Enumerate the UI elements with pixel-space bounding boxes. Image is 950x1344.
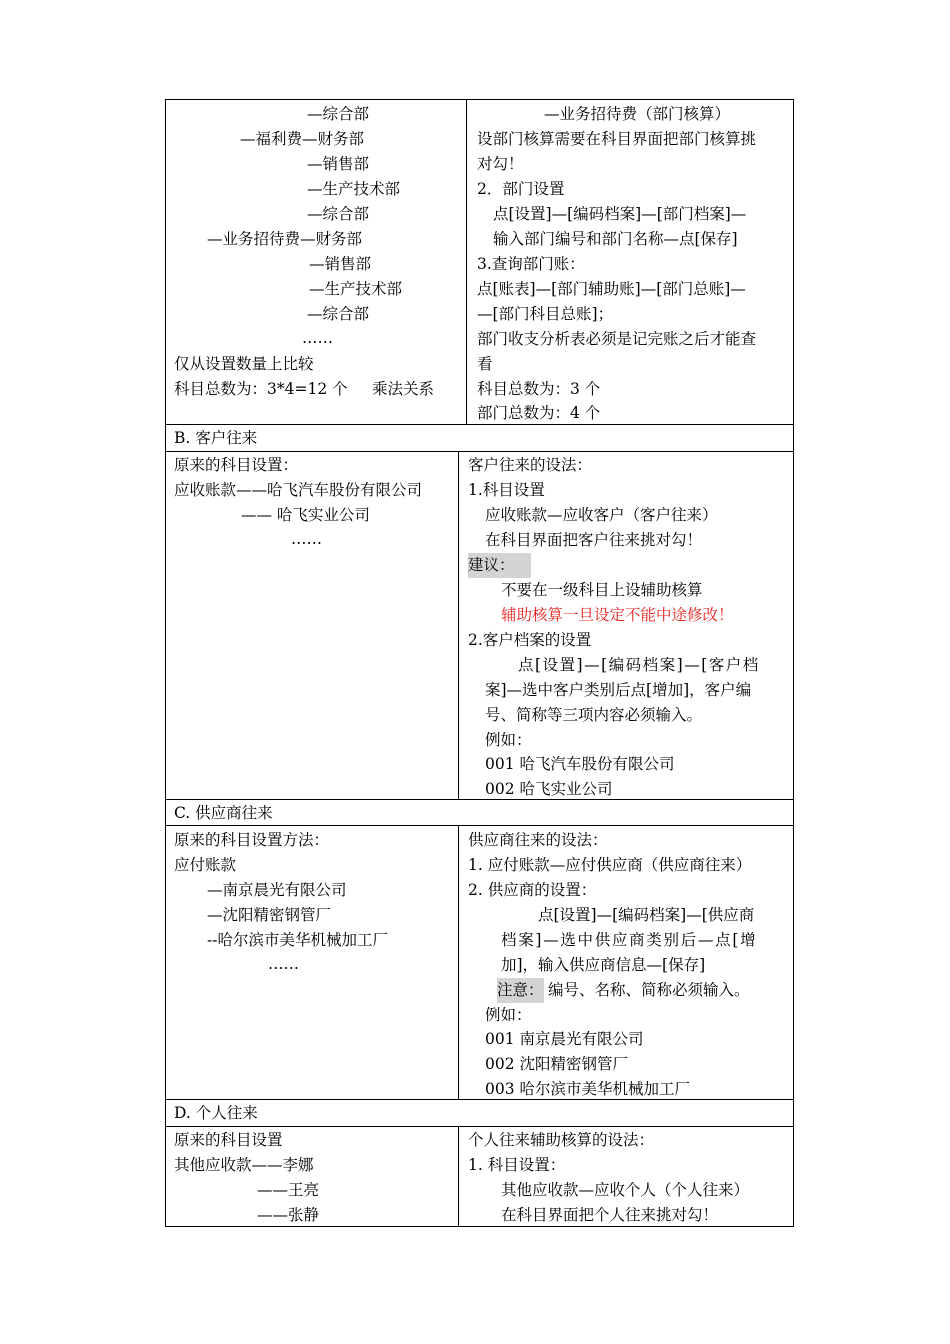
sec-a-right-line-9: —[部门科目总账]； — [477, 305, 614, 323]
sec-d-right-line-1: 个人往来辅助核算的设法： — [468, 1131, 655, 1149]
sec-d-left-line-4: ——张静 — [257, 1206, 320, 1224]
row-divider-c-title — [165, 799, 794, 800]
row-divider-d-title — [165, 1099, 794, 1100]
sec-a-right-line-12: 科目总数为：3 个 — [477, 380, 601, 398]
sec-c-right-line-3: 2. 供应商的设置： — [468, 881, 597, 899]
sec-b-right-line-10: 案]—选中客户类别后点[增加]，客户编 — [485, 681, 752, 699]
sec-b-right-line-12: 例如： — [485, 731, 532, 749]
sec-b-right-line-8: 2.客户档案的设置 — [468, 631, 592, 649]
sec-b-warning-text: 辅助核算一旦设定不能中途修改！ — [501, 606, 734, 624]
sec-b-right-line-3: 应收账款—应收客户（客户往来） — [485, 506, 718, 524]
sec-b-left-line-3: —— 哈飞实业公司 — [241, 506, 370, 524]
sec-c-note-text: 编号、名称、简称必须输入。 — [548, 981, 750, 999]
sec-c-title: C. 供应商往来 — [174, 804, 273, 822]
sec-b-title: B. 客户往来 — [174, 429, 258, 447]
sec-d-right-line-4: 在科目界面把个人往来挑对勾！ — [501, 1206, 719, 1224]
column-divider-c — [458, 825, 459, 1099]
sec-c-right-line-2: 1. 应付账款—应付供应商（供应商往来） — [468, 856, 752, 874]
sec-a-left-line-5: —综合部 — [307, 205, 370, 223]
sec-b-right-line-6: 不要在一级科目上设辅助核算 — [501, 581, 703, 599]
sec-b-right-line-4: 在科目界面把客户往来挑对勾！ — [485, 531, 703, 549]
sec-b-left-line-2: 应收账款——哈飞汽车股份有限公司 — [174, 481, 423, 499]
sec-a-left-line-2: —福利费—财务部 — [240, 130, 365, 148]
sec-c-left-ellipsis: …… — [268, 955, 299, 973]
sec-b-right-line-14: 002 哈飞实业公司 — [485, 780, 613, 798]
column-divider-a — [466, 99, 467, 424]
sec-a-left-line-11: 仅从设置数量上比较 — [174, 355, 314, 373]
sec-d-title: D. 个人往来 — [174, 1104, 258, 1122]
sec-a-right-line-3: 对勾！ — [477, 155, 524, 173]
sec-a-right-line-13: 部门总数为：4 个 — [477, 404, 601, 422]
sec-d-left-line-1: 原来的科目设置 — [174, 1131, 283, 1149]
sec-a-left-line-9: —综合部 — [307, 305, 370, 323]
sec-b-right-line-1: 客户往来的设法： — [468, 456, 593, 474]
sec-b-suggestion-label: 建议： — [468, 553, 531, 578]
sec-a-left-line-6: —业务招待费—财务部 — [207, 230, 363, 248]
sec-c-right-line-10: 002 沈阳精密钢管厂 — [485, 1055, 629, 1073]
sec-b-right-line-2: 1.科目设置 — [468, 481, 545, 499]
sec-a-left-line-4: —生产技术部 — [307, 180, 401, 198]
column-divider-b — [458, 451, 459, 799]
sec-b-right-line-9: 点[设置]—[编码档案]—[客户档 — [518, 656, 760, 674]
sec-b-right-line-11: 号、简称等三项内容必须输入。 — [485, 706, 703, 724]
sec-a-right-line-10: 部门收支分析表必须是记完账之后才能查 — [477, 330, 757, 348]
sec-b-left-line-1: 原来的科目设置： — [174, 456, 299, 474]
sec-d-left-line-3: ——王亮 — [257, 1181, 320, 1199]
sec-c-left-line-3: —南京晨光有限公司 — [207, 881, 347, 899]
sec-d-right-line-3: 其他应收款—应收个人（个人往来） — [501, 1181, 750, 1199]
sec-a-right-line-7: 3.查询部门账： — [477, 255, 585, 273]
sec-c-left-line-1: 原来的科目设置方法： — [174, 831, 330, 849]
sec-a-right-line-4: 2．部门设置 — [477, 180, 565, 198]
sec-b-right-line-13: 001 哈飞汽车股份有限公司 — [485, 755, 675, 773]
sec-c-right-line-1: 供应商往来的设法： — [468, 831, 608, 849]
sec-a-left-relation: 乘法关系 — [372, 380, 435, 398]
sec-d-left-line-2: 其他应收款——李娜 — [174, 1156, 314, 1174]
sec-a-right-line-11: 看 — [477, 355, 493, 373]
sec-c-note-label: 注意： — [497, 978, 544, 1003]
sec-c-right-line-9: 001 南京晨光有限公司 — [485, 1030, 644, 1048]
row-divider-b-body — [165, 451, 794, 452]
sec-d-right-line-2: 1. 科目设置： — [468, 1156, 566, 1174]
sec-a-left-ellipsis: …… — [302, 329, 333, 347]
column-divider-d — [458, 1126, 459, 1227]
sec-c-right-line-4: 点[设置]—[编码档案]—[供应商 — [538, 906, 755, 924]
row-divider-d-body — [165, 1126, 794, 1127]
sec-a-right-line-1: —业务招待费（部门核算） — [544, 105, 731, 123]
sec-a-right-line-6: 输入部门编号和部门名称—点[保存] — [493, 230, 738, 248]
sec-c-left-line-4: —沈阳精密钢管厂 — [207, 906, 332, 924]
sec-c-right-line-5: 档案]—选中供应商类别后—点[增 — [501, 931, 758, 949]
sec-a-left-line-3: —销售部 — [307, 155, 370, 173]
sec-c-right-line-6: 加]，输入供应商信息—[保存] — [501, 956, 706, 974]
sec-b-left-ellipsis: …… — [291, 530, 322, 548]
sec-a-left-total: 科目总数为：3*4=12 个 — [174, 380, 348, 398]
sec-a-right-line-2: 设部门核算需要在科目界面把部门核算挑 — [477, 130, 757, 148]
sec-a-right-line-8: 点[账表]—[部门辅助账]—[部门总账]— — [477, 280, 746, 298]
sec-a-left-line-8: —生产技术部 — [309, 280, 403, 298]
sec-c-left-line-2: 应付账款 — [174, 856, 237, 874]
sec-a-right-line-5: 点[设置]—[编码档案]—[部门档案]— — [493, 205, 747, 223]
sec-c-right-line-11: 003 哈尔滨市美华机械加工厂 — [485, 1080, 691, 1098]
sec-a-left-line-7: —销售部 — [309, 255, 372, 273]
sec-a-left-line-1: —综合部 — [307, 105, 370, 123]
sec-c-right-line-8: 例如： — [485, 1006, 532, 1024]
sec-c-left-line-5: --哈尔滨市美华机械加工厂 — [207, 931, 388, 949]
